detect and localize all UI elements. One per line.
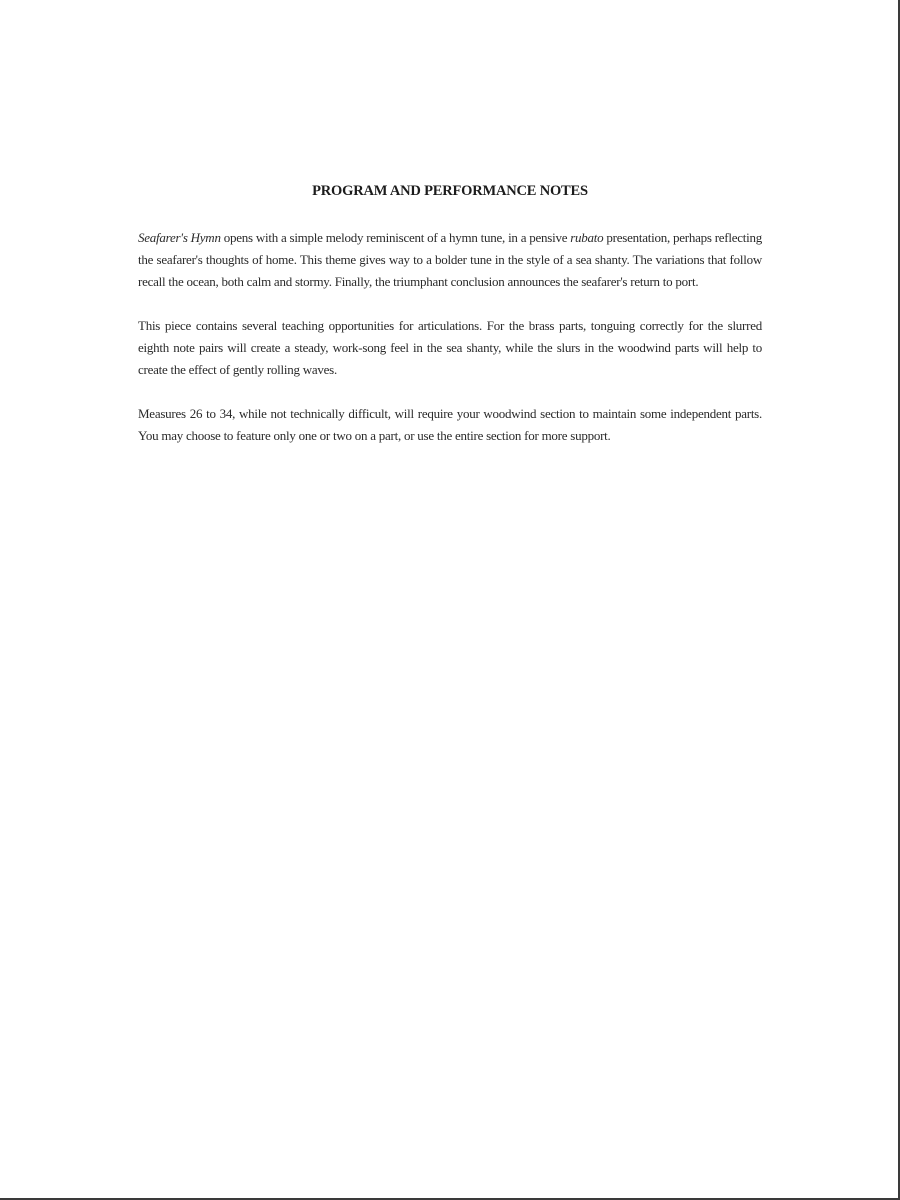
- paragraph-intro-text-2: presentation, perhaps reflecting the seafarer's thoughts of home. This theme gives way to a bolder tune in the style of a sea shanty. The variations that follow recall the ocean, both calm and stormy. Finally, the triumphant conclusion announces the seafarer's return to port.: [138, 230, 762, 289]
- paragraph-measures: Measures 26 to 34, while not technically difficult, will require your woodwind section to maintain some independent parts. You may choose to feature only one or two on a part, or use the entire section for more support.: [138, 406, 762, 443]
- piece-title: Seafarer's Hymn: [138, 230, 221, 245]
- notes-content: [138, 183, 762, 469]
- page-title: PROGRAM AND PERFORMANCE NOTES: [312, 183, 588, 199]
- rubato-term: rubato: [570, 230, 604, 245]
- paragraph-intro-text-1: opens with a simple melody reminiscent of a hymn tune, in a pensive: [220, 230, 571, 245]
- paragraph-intro: [138, 227, 762, 293]
- paragraph-articulations: This piece contains several teaching opportunities for articulations. For the brass parts, tonguing correctly for the slurred eighth note pairs will create a steady, work-song feel in the sea shanty, while the slurs in the woodwind parts will help to create the effect of gently rolling waves.: [138, 318, 762, 377]
